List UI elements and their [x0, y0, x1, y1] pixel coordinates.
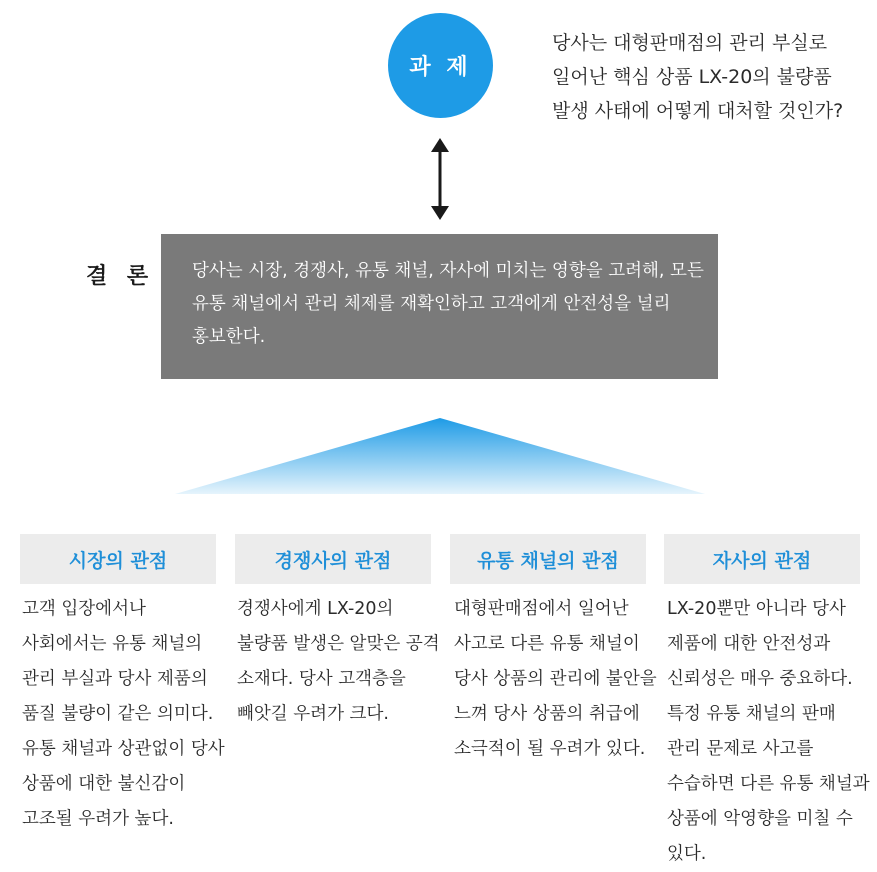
perspective-header-company: [664, 534, 860, 584]
conclusion-text: 당사는 시장, 경쟁사, 유통 채널, 자사에 미치는 영향을 고려해, 모든 유통 채널에서 관리 체제를 재확인하고 고객에게 안전성을 널리 홍보한다.: [192, 261, 704, 347]
conclusion-label: 결 론: [86, 264, 155, 289]
perspective-title: 경쟁사의 관점: [274, 549, 392, 572]
issue-label: 과 제: [409, 55, 472, 80]
issue-circle: [388, 13, 493, 118]
spread-triangle: [175, 418, 705, 494]
perspective-title: 자사의 관점: [712, 549, 812, 572]
perspective-body-company: LX-20뿐만 아니라 당사 제품에 대한 안전성과 신뢰성은 매우 중요하다. 특정 유통 채널의 판매 관리 문제로 사고를 수습하면 다른 유통 채널과 상품에 악영향을 미칠 수 있다.: [667, 599, 870, 864]
perspective-body-market: 고객 입장에서나 사회에서는 유통 채널의 관리 부실과 당사 제품의 품질 불량이 같은 의미다. 유통 채널과 상관없이 당사 상품에 대한 불신감이 고조될 우려가 높다.: [22, 599, 225, 829]
perspective-body-channel: 대형판매점에서 일어난 사고로 다른 유통 채널이 당사 상품의 관리에 불안을 느껴 당사 상품의 취급에 소극적이 될 우려가 있다.: [454, 599, 657, 759]
issue-text: 당사는 대형판매점의 관리 부실로 일어난 핵심 상품 LX-20의 불량품 발생 사태에 어떻게 대처할 것인가?: [552, 32, 844, 122]
perspective-title: 시장의 관점: [68, 549, 168, 572]
perspective-header-competitor: [235, 534, 431, 584]
double-arrow-icon: [425, 138, 455, 220]
perspective-header-channel: [450, 534, 646, 584]
perspective-body-competitor: 경쟁사에게 LX-20의 불량품 발생은 알맞은 공격 소재다. 당사 고객층을 빼앗길 우려가 크다.: [237, 599, 440, 724]
perspective-title: 유통 채널의 관점: [477, 549, 619, 572]
perspective-header-market: [20, 534, 216, 584]
